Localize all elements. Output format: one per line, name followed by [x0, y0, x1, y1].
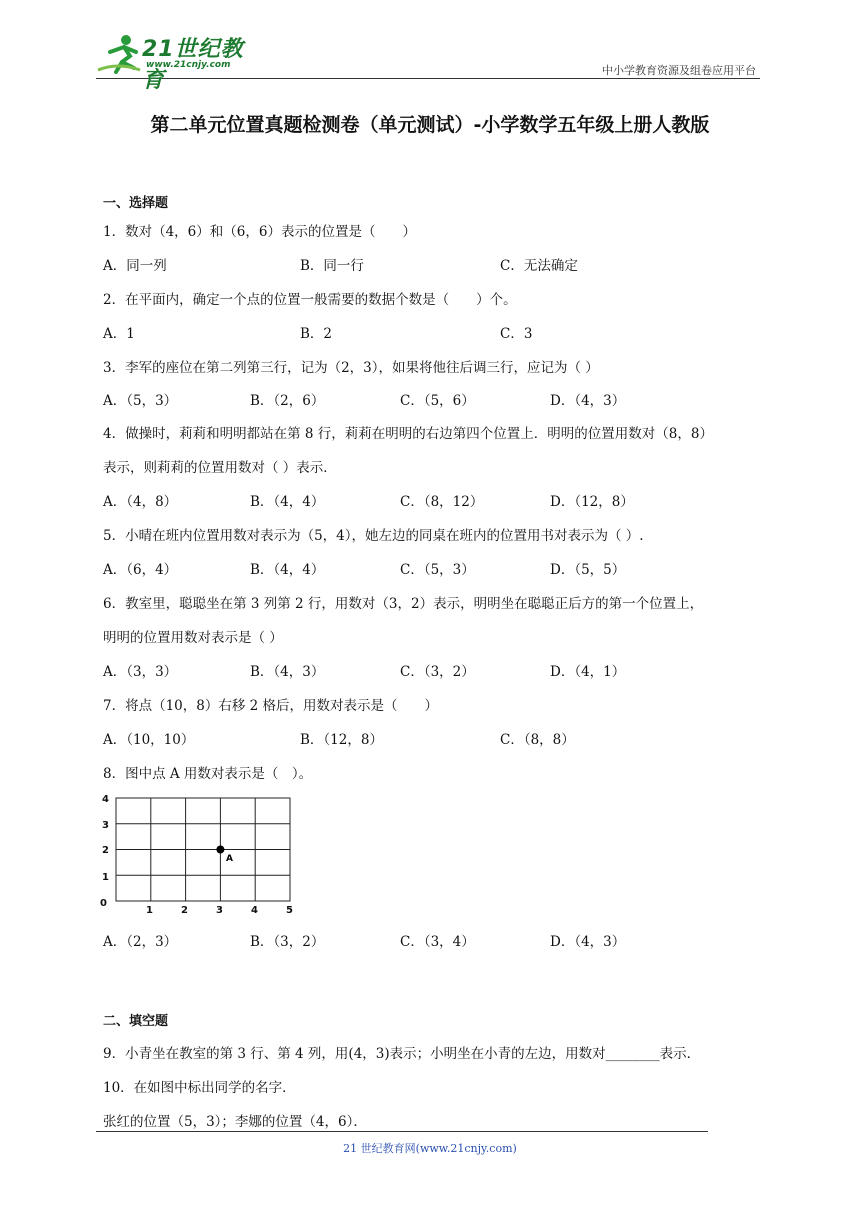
question-8: 8．图中点 A 用数对表示是（ ）。 [103, 766, 313, 782]
footer-text: 21 世纪教育网(www.21cnjy.com) [343, 1142, 517, 1155]
question-1: 1．数对（4，6）和（6，6）表示的位置是（ ） [103, 224, 416, 240]
coordinate-grid-figure [98, 790, 308, 915]
question-5: 5．小晴在班内位置用数对表示为（5，4），她左边的同桌在班内的位置用书对表示为（ ）. [103, 528, 644, 544]
q2-option-a: A．1 [103, 326, 135, 342]
q5-option-a: A．（6，4） [103, 562, 178, 578]
q6-option-c: C．（3，2） [400, 664, 475, 680]
q2-option-b: B．2 [300, 326, 333, 342]
point-a-marker [216, 846, 224, 854]
page-header [96, 30, 760, 93]
q3-option-c: C．（5，6） [400, 393, 475, 409]
q7-option-a: A．（10，10） [103, 732, 195, 748]
x-tick-5: 5 [286, 905, 293, 915]
q4-option-c: C．（8，12） [400, 494, 484, 510]
y-tick-4: 4 [102, 794, 109, 805]
q3-option-d: D．（4，3） [550, 393, 626, 409]
question-4-line-2: 表示，则莉莉的位置用数对（ ）表示． [103, 460, 337, 476]
q7-option-b: B．（12，8） [300, 732, 383, 748]
q3-option-b: B．（2，6） [250, 393, 325, 409]
section-heading-fill: 二、填空题 [103, 1014, 169, 1029]
logo-text: 21世纪教育 [142, 37, 244, 93]
x-tick-3: 3 [216, 905, 223, 915]
q2-option-c: C．3 [500, 326, 533, 342]
runner-logo-icon [96, 32, 142, 74]
q6-option-d: D．（4，1） [550, 664, 626, 680]
q8-option-d: D．（4，3） [550, 934, 626, 950]
grid-lines [116, 798, 290, 901]
logo [96, 32, 266, 93]
question-9: 9．小青坐在教室的第 3 行、第 4 列，用(4，3)表示；小明坐在小青的左边，用数对________表示． [103, 1046, 701, 1062]
logo-url: www.21cnjy.com [146, 60, 231, 70]
question-7: 7．将点（10，8）右移 2 格后，用数对表示是（ ） [103, 698, 439, 714]
section-heading-choice: 一、选择题 [103, 196, 169, 211]
q6-option-b: B．（4，3） [250, 664, 325, 680]
question-3: 3．李军的座位在第二列第三行，记为（2，3），如果将他往后调三行，应记为（ ） [103, 360, 599, 376]
question-6-line-2: 明明的位置用数对表示是（ ） [103, 630, 283, 646]
q8-option-c: C．（3，4） [400, 934, 475, 950]
q5-option-d: D．（5，5） [550, 562, 626, 578]
question-4-line-1: 4．做操时，莉莉和明明都站在第 8 行，莉莉在明明的右边第四个位置上．明明的位置用数对（8，8） [103, 426, 713, 442]
q5-option-c: C．（5，3） [400, 562, 475, 578]
q8-option-b: B．（3，2） [250, 934, 325, 950]
q7-option-c: C．（8，8） [500, 732, 575, 748]
q4-option-b: B．（4，4） [250, 494, 325, 510]
x-tick-2: 2 [181, 905, 188, 915]
q4-option-d: D．（12，8） [550, 494, 634, 510]
y-tick-3: 3 [102, 820, 109, 831]
question-10-positions: 张红的位置（5，3）；李娜的位置（4，6）． [103, 1114, 367, 1130]
y-tick-1: 1 [102, 872, 109, 883]
y-tick-2: 2 [102, 845, 109, 856]
q5-option-b: B．（4，4） [250, 562, 325, 578]
footer-divider [96, 1131, 708, 1132]
q1-option-a: A．同一列 [103, 258, 167, 274]
page-title: 第二单元位置真题检测卷（单元测试）-小学数学五年级上册人教版 [150, 114, 710, 136]
y-tick-0: 0 [100, 898, 107, 909]
header-platform-text: 中小学教育资源及组卷应用平台 [602, 64, 756, 77]
x-tick-4: 4 [251, 905, 258, 915]
point-a-label: A [226, 854, 233, 864]
question-10: 10．在如图中标出同学的名字． [103, 1080, 296, 1096]
q1-option-c: C．无法确定 [500, 258, 578, 274]
q1-option-b: B．同一行 [300, 258, 364, 274]
question-6-line-1: 6．教室里，聪聪坐在第 3 列第 2 行，用数对（3，2）表示，明明坐在聪聪正后方的第一个位置上， [103, 596, 704, 612]
q8-option-a: A．（2，3） [103, 934, 178, 950]
question-2: 2．在平面内，确定一个点的位置一般需要的数据个数是（ ）个。 [103, 292, 517, 308]
q6-option-a: A．（3，3） [103, 664, 178, 680]
q4-option-a: A．（4，8） [103, 494, 178, 510]
q3-option-a: A．（5，3） [103, 393, 178, 409]
x-tick-1: 1 [146, 905, 153, 915]
